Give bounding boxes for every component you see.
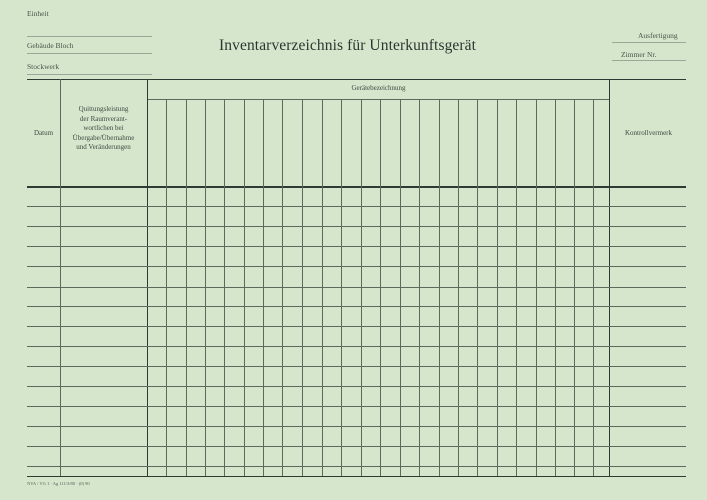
row-rule: [27, 226, 686, 227]
table-bottom-rule: [27, 476, 686, 477]
row-rule: [27, 266, 686, 267]
floor-field-label: Stockwerk: [27, 62, 60, 71]
room-field-label: Zimmer Nr.: [621, 50, 657, 59]
receipt-header-line-1: Quittungsleistung: [78, 105, 129, 113]
row-rule: [27, 246, 686, 247]
row-rule: [27, 426, 686, 427]
row-rule: [27, 287, 686, 288]
form-title: Inventarverzeichnis für Unterkunftsgerät: [219, 37, 477, 54]
date-column-header: Datum: [33, 129, 54, 137]
receipt-header-line-2: der Raumverant-: [79, 114, 128, 123]
receipt-header-line-3: wortlichen bei: [83, 124, 124, 132]
control-column-header: Kontrollvermerk: [624, 129, 673, 137]
copy-field-label: Ausfertigung: [638, 31, 678, 40]
receipt-header-line-5: und Veränderungen: [76, 143, 131, 151]
row-rule: [27, 446, 686, 447]
row-rule: [27, 406, 686, 407]
row-rule: [27, 206, 686, 207]
building-field-label: Gebäude Bloch: [27, 41, 74, 50]
row-rule: [27, 346, 686, 347]
row-rule: [27, 386, 686, 387]
column-divider: [609, 79, 610, 476]
table-header-rule: [27, 186, 686, 188]
print-code: NVA / VG 1 · Ag 111/3/80 · (0) 90: [27, 481, 90, 486]
items-subheader-rule: [148, 99, 609, 100]
receipt-header-line-4: Übergabe/Übernahme: [72, 133, 135, 142]
row-rule: [27, 466, 686, 467]
table-top-rule: [27, 79, 686, 80]
items-column-header: Gerätebezeichnung: [351, 84, 406, 92]
unit-field-label: Einheit: [27, 9, 49, 18]
row-rule: [27, 306, 686, 307]
row-rule: [27, 326, 686, 327]
column-divider: [147, 79, 148, 476]
row-rule: [27, 366, 686, 367]
receipt-column-header: [60, 105, 147, 153]
